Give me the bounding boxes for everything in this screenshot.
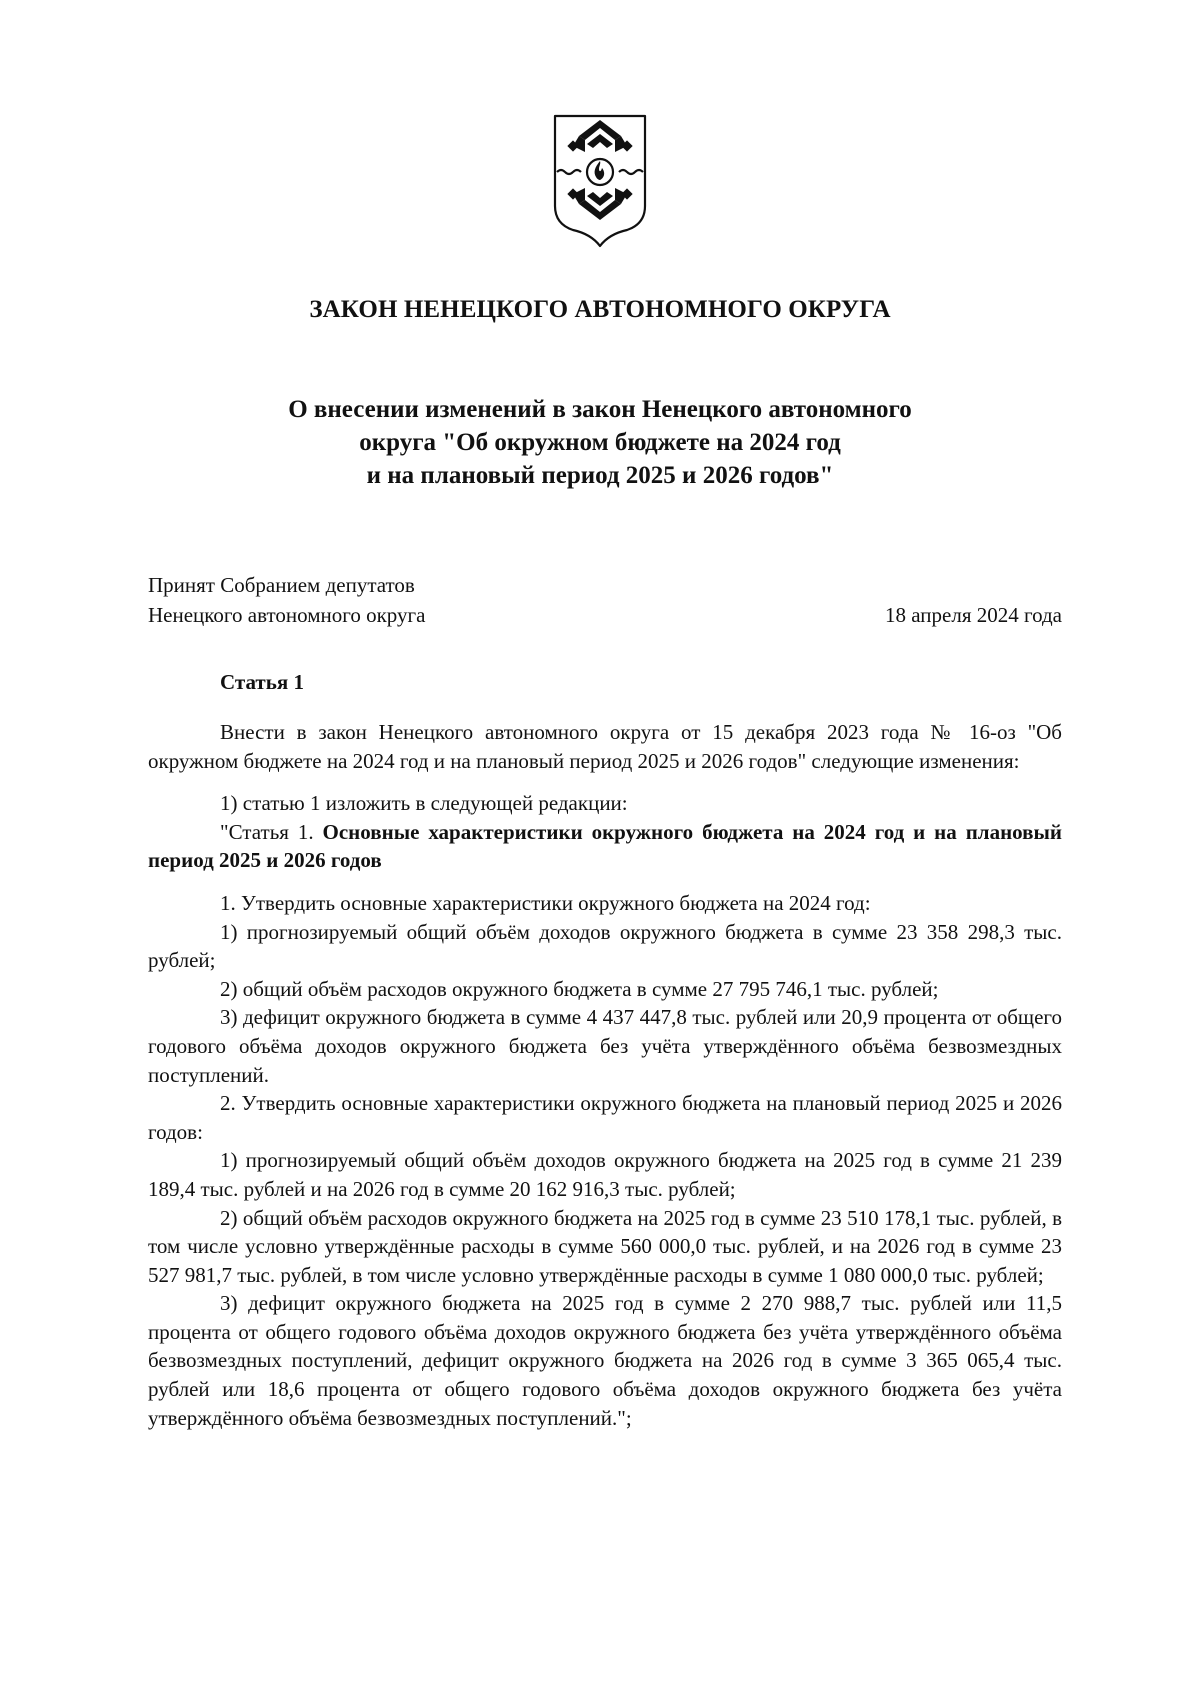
coat-of-arms-emblem xyxy=(549,112,651,250)
law-subtitle xyxy=(0,393,1200,492)
paragraph-item: 2. Утвердить основные характеристики окружного бюджета на плановый период 2025 и 2026 годов: xyxy=(148,1091,1062,1144)
adoption-block xyxy=(148,570,425,630)
paragraph-item: 2) общий объём расходов окружного бюджета на 2025 год в сумме 23 510 178,1 тыс. рублей, в том числе условно утверждённые расходы в сумме 560 000,0 тыс. рублей, и на 2026 год в сумме 23 527 981,7 тыс. рублей, в том числе условно утверждённые расходы в сумме 1 080 000,0 тыс. рублей; xyxy=(148,1205,1062,1287)
paragraph-intro: Внести в закон Ненецкого автономного округа от 15 декабря 2023 года № 16-оз "Об окружном бюджете на 2024 год и на плановый период 2025 и 2026 годов" следующие изменения: xyxy=(148,720,1062,773)
paragraph-item: 1) прогнозируемый общий объём доходов окружного бюджета в сумме 23 358 298,3 тыс. рублей; xyxy=(148,919,1062,973)
article-heading: Статья 1 xyxy=(220,670,304,694)
subtitle-line: О внесении изменений в закон Ненецкого автономного xyxy=(288,396,912,423)
article-quote-prefix: "Статья 1. xyxy=(220,819,323,844)
adopted-by-line: Ненецкого автономного округа xyxy=(148,603,426,627)
adopted-by-line: Принят Собранием депутатов xyxy=(148,573,415,597)
subtitle-line: и на плановый период 2025 и 2026 годов" xyxy=(366,462,834,489)
article-quote-title: Основные характеристики окружного бюджета на 2024 год и на плановый период 2025 и 2026 годов xyxy=(148,819,1062,873)
paragraph-item: 1) статью 1 изложить в следующей редакции: xyxy=(220,791,628,816)
paragraph-item: 1) прогнозируемый общий объём доходов окружного бюджета на 2025 год в сумме 21 239 189,4 тыс. рублей и на 2026 год в сумме 20 162 916,3 тыс. рублей; xyxy=(148,1148,1062,1201)
document-body xyxy=(148,718,1062,1432)
paragraph-article-quote xyxy=(148,818,1062,875)
paragraph-item: 2) общий объём расходов окружного бюджета в сумме 27 795 746,1 тыс. рублей; xyxy=(220,976,939,1001)
law-title: ЗАКОН НЕНЕЦКОГО АВТОНОМНОГО ОКРУГА xyxy=(309,296,891,323)
paragraph-item: 3) дефицит окружного бюджета на 2025 год в сумме 2 270 988,7 тыс. рублей или 11,5 процента от общего годового объёма доходов окружного бюджета без учёта утверждённого объёма безвозмездных поступлений, дефицит окружного бюджета на 2026 год в сумме 3 365 065,4 тыс. рублей или 18,6 процента от общего годового объёма доходов окружного бюджета без учёта утверждённого объёма безвозмездных поступлений."; xyxy=(148,1291,1062,1430)
adoption-date: 18 апреля 2024 года xyxy=(885,603,1062,627)
paragraph-item: 3) дефицит окружного бюджета в сумме 4 437 447,8 тыс. рублей или 20,9 процента от общего годового объёма доходов окружного бюджета без учёта утверждённого объёма безвозмездных поступлений. xyxy=(148,1005,1062,1087)
subtitle-line: округа "Об окружном бюджете на 2024 год xyxy=(359,429,841,456)
paragraph-item: 1. Утвердить основные характеристики окружного бюджета на 2024 год: xyxy=(220,890,871,915)
